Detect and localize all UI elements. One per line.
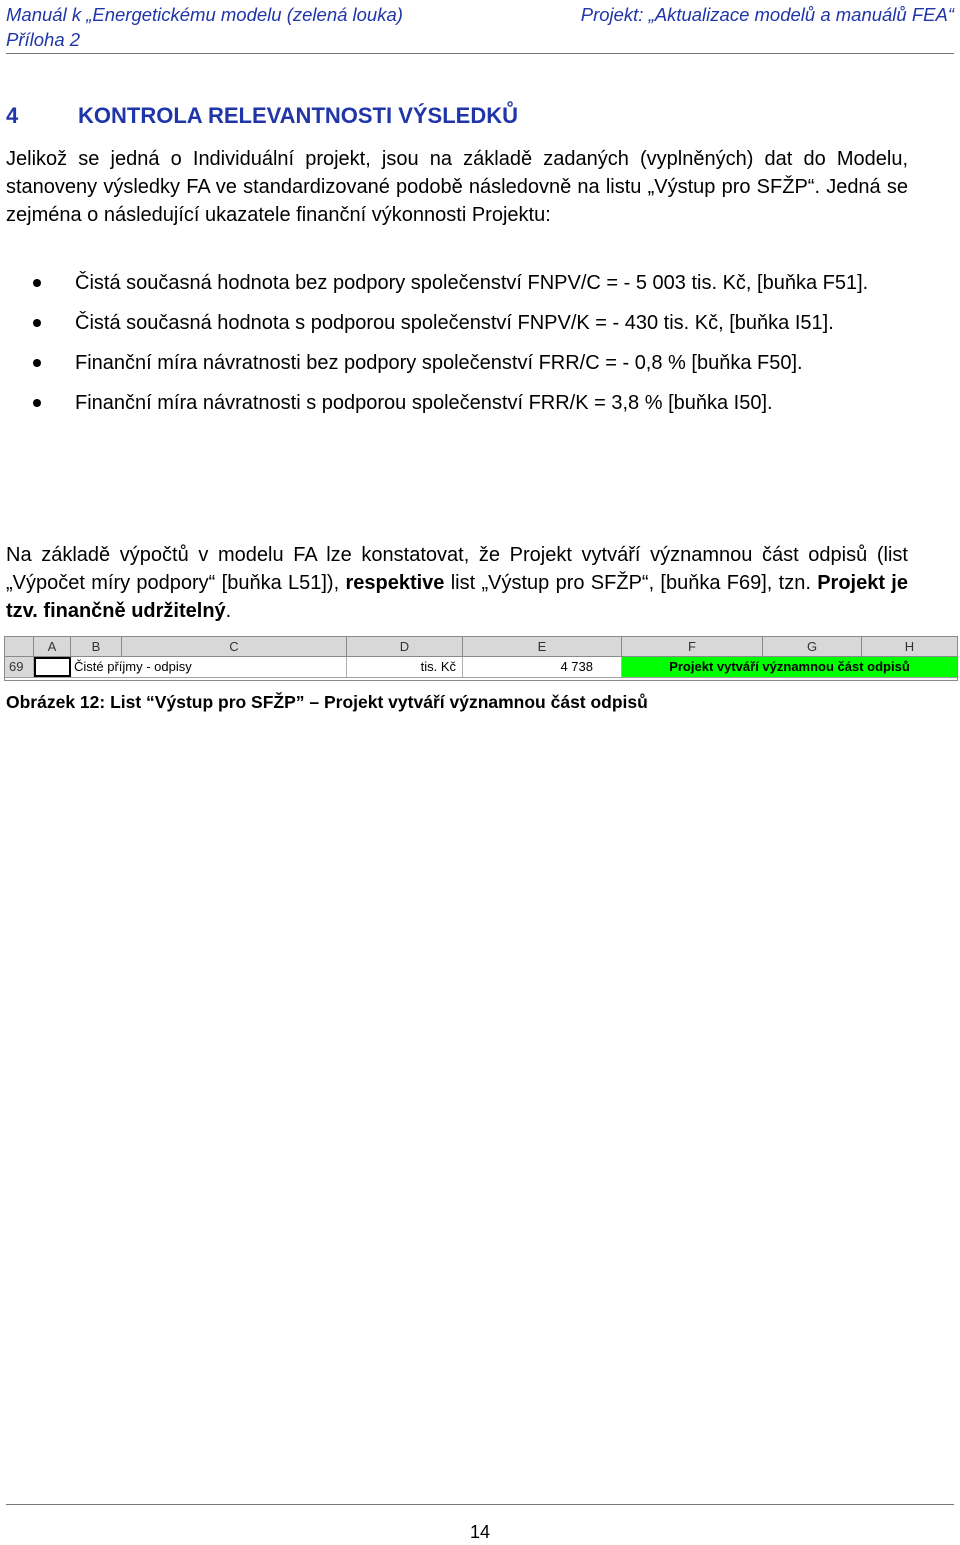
header-manual-title: Manuál k „Energetickému modelu (zelená louka): [6, 4, 403, 25]
column-header-row: [5, 637, 957, 657]
column-header-d: D: [347, 637, 463, 656]
column-header-h: H: [904, 639, 915, 654]
section-title: KONTROLA RELEVANTNOSTI VÝSLEDKŮ: [78, 103, 519, 128]
spreadsheet-excerpt: [4, 636, 958, 681]
header-divider: [6, 53, 954, 54]
bullet-icon: [33, 319, 41, 327]
section-heading: [6, 103, 518, 129]
footer-divider: [6, 1504, 954, 1505]
row-number: 69: [5, 657, 34, 677]
value-cell[interactable]: 4 738: [463, 657, 622, 677]
table-row: [5, 657, 957, 678]
figure-caption: Obrázek 12: List “Výstup pro SFŽP” – Projekt vytváří významnou část odpisů: [6, 692, 648, 712]
section-number: 4: [6, 103, 19, 128]
page-number: 14: [469, 1522, 491, 1542]
list-item: [0, 309, 910, 337]
list-item-text: Finanční míra návratnosti s podporou společenství FRR/K = 3,8 % [buňka I50].: [75, 392, 773, 414]
bullet-icon: [33, 399, 41, 407]
bullet-icon: [33, 359, 41, 367]
corner-cell: [5, 637, 34, 656]
list-item: [0, 269, 910, 297]
list-item-text: Čistá současná hodnota bez podpory společenství FNPV/C = - 5 003 tis. Kč, [buňka F51].: [75, 272, 869, 294]
column-header-f: F: [622, 637, 763, 656]
column-header-e: E: [463, 637, 622, 656]
column-header-b: B: [71, 637, 122, 656]
intro-paragraph: Jelikož se jedná o Individuální projekt, jsou na základě zadaných (vyplněných) dat do Modelu, stanoveny výsledky FA ve standardizované podobě následovně na listu „Výstup pro SFŽP“. Jedná se zejména o následující ukazatele finanční výkonnosti Projektu:: [6, 148, 908, 226]
indicator-list: [0, 269, 910, 429]
conclusion-bold-2: Projekt je tzv. finančně udržitelný: [6, 572, 908, 622]
selected-cell-a69[interactable]: [34, 657, 71, 677]
header-appendix: Příloha 2: [6, 29, 81, 50]
conclusion-text-3: .: [225, 600, 232, 622]
list-item-text: Finanční míra návratnosti bez podpory společenství FRR/C = - 0,8 % [buňka F50].: [75, 352, 803, 374]
list-item-text: Čistá současná hodnota s podporou společenství FNPV/K = - 430 tis. Kč, [buňka I51].: [75, 312, 834, 334]
result-cell[interactable]: Projekt vytváří významnou část odpisů: [622, 657, 957, 677]
column-header-a: A: [34, 637, 71, 656]
row-label-cell[interactable]: Čisté příjmy - odpisy: [71, 657, 347, 677]
unit-cell[interactable]: tis. Kč: [347, 657, 463, 677]
conclusion-paragraph: [6, 541, 908, 625]
column-header-g: G: [763, 637, 862, 656]
conclusion-bold-1: respektive: [345, 572, 445, 594]
header-project-title: Projekt: „Aktualizace modelů a manuálů FEA“: [580, 4, 954, 25]
column-header-c: C: [122, 637, 347, 656]
list-item: [0, 389, 910, 417]
bullet-icon: [33, 279, 41, 287]
list-item: [0, 349, 910, 377]
conclusion-text-1: Na základě výpočtů v modelu FA lze konstatovat, že Projekt vytváří významnou část odpisů (list „Výpočet míry podpory“ [buňka L51]),: [6, 544, 908, 594]
conclusion-text-2: list „Výstup pro SFŽP“, [buňka F69], tzn.: [444, 572, 818, 594]
